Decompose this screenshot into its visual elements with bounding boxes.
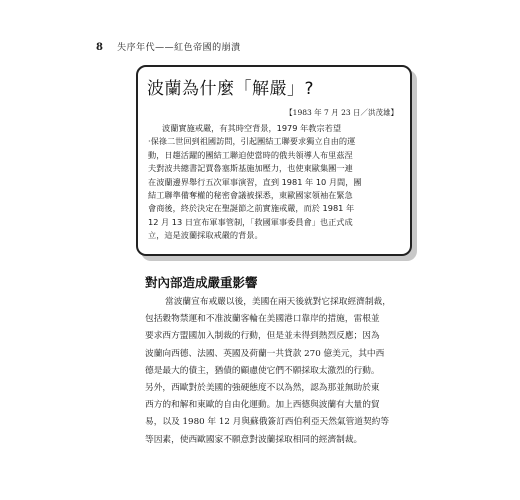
box-line: 結工聯準備奪權的秘密會議被探悉，東歐國家領袖在緊急 [148, 190, 353, 201]
sidebar-box-frame [136, 65, 412, 256]
body-line: 包括穀物禁運和不准波蘭客輪在美國港口靠岸的措施，雷根並 [145, 314, 380, 325]
box-line: ‧保祿二世回到祖國訪問，引起團結工聯要求獨立自由的運 [148, 136, 356, 147]
box-body [148, 122, 402, 243]
body-line: 要求西方盟國加入制裁的行動，但是並未得到熱烈反應；因為 [145, 331, 380, 342]
box-title: 波蘭為什麼「解嚴」? [147, 79, 315, 99]
box-line: 立，這是波蘭採取戒嚴的背景。 [148, 230, 263, 241]
box-line: 夫對波共總書記賈魯塞斯基施加壓力，也使東歐集團一連 [148, 163, 353, 174]
body-line: 等因素，使西歐國家不願意對波蘭採取相同的經濟制裁。 [145, 434, 363, 445]
box-line: 波蘭實施戒嚴，有其時空背景，1979 年教宗若望 [162, 123, 342, 133]
box-source: 【1983 年 7 月 23 日／洪茂雄】 [285, 108, 398, 117]
body-line: 波蘭向西德、法國、英國及荷蘭一共貸款 270 億美元，其中西 [145, 348, 385, 359]
body-line: 德是最大的債主，猶債的顧慮使它們不願採取太激烈的行動。 [145, 365, 380, 376]
sidebar-box [136, 65, 417, 261]
section-heading: 對內部造成嚴重影響 [145, 275, 258, 290]
body-text [145, 294, 395, 449]
page-number: 8 [96, 42, 104, 53]
box-line: 會商後，終於決定在聖誕節之前實施戒嚴，而於 1981 年 [148, 203, 355, 214]
body-line: 當波蘭宣布戒嚴以後，美國在兩天後就對它採取經濟制裁， [165, 297, 391, 307]
body-line: 西方的和解和東歐的自由化運動。加上西德與波蘭有大量的貿 [145, 400, 380, 411]
body-line: 另外，西歐對於美國的強硬態度不以為然，認為那並無助於東 [145, 383, 380, 394]
box-line: 在波蘭邊界舉行五次軍事演習，直到 1981 年 10 月間，團 [148, 176, 362, 187]
box-line: 12 月 13 日宣布軍事管制，「救國軍事委員會」也正式成 [148, 216, 353, 227]
body-line: 易，以及 1980 年 12 月與蘇俄簽訂西伯利亞天然氣管道契約等 [145, 417, 390, 428]
running-head-title: 失序年代——紅色帝國的崩潰 [117, 43, 241, 53]
box-line: 動，日趨活躍的團結工聯迫使當時的俄共領導人布里茲涅 [148, 149, 353, 160]
running-head [96, 40, 241, 53]
